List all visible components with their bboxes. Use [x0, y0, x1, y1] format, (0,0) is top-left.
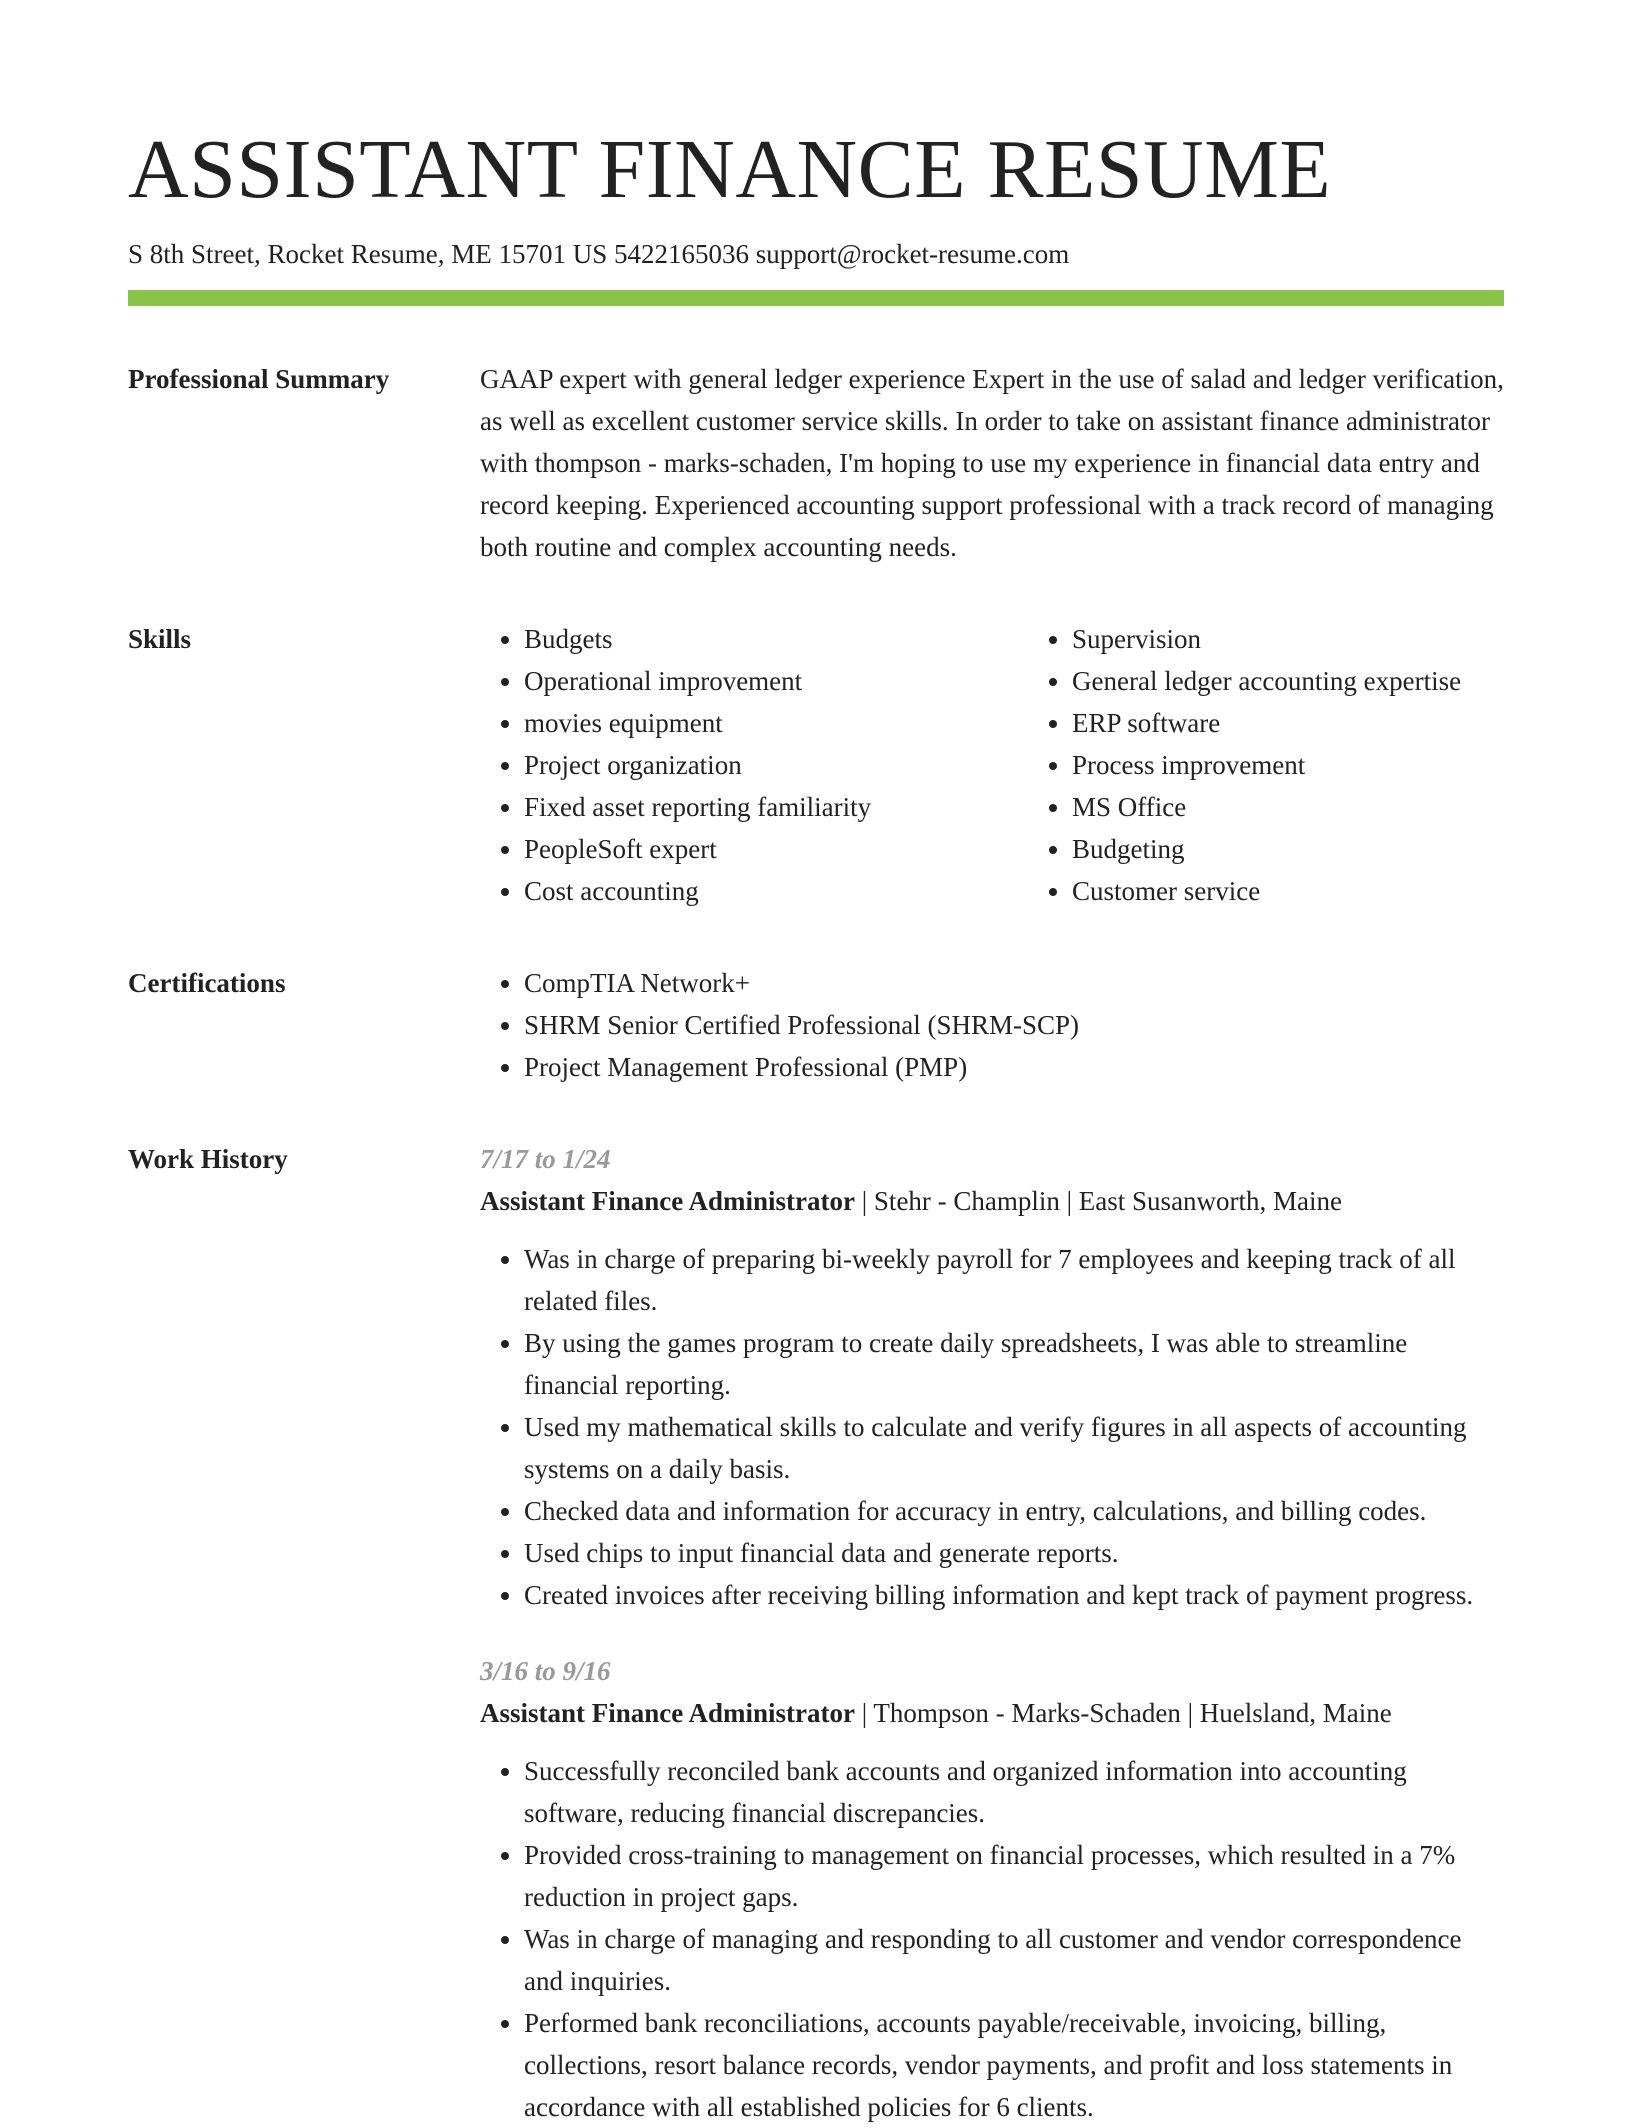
- skill-item: • ERP software: [1072, 702, 1532, 744]
- job-heading: [480, 1180, 1504, 1222]
- job-company-location: | Stehr - Champlin | East Susanworth, Maine: [855, 1186, 1343, 1216]
- job-bullet: • Provided cross-training to management on financial processes, which resulted in a 7% reduction in project gaps.: [524, 1834, 1504, 1918]
- contact-info: S 8th Street, Rocket Resume, ME 15701 US 5422165036 support@rocket-resume.com: [128, 239, 1070, 269]
- certification-item: • Project Management Professional (PMP): [524, 1046, 1504, 1088]
- skill-item: • Operational improvement: [524, 660, 1028, 702]
- skills-list-right: [1028, 618, 1532, 912]
- job-bullet: • Created invoices after receiving billing information and kept track of payment progress.: [524, 1574, 1504, 1616]
- skill-item: • Project organization: [524, 744, 1028, 786]
- section-label-skills: Skills: [128, 624, 192, 654]
- job-entry: [480, 1138, 1504, 1616]
- job-heading: [480, 1692, 1504, 1734]
- job-bullet: • Performed bank reconciliations, accounts payable/receivable, invoicing, billing, collections, resort balance records, vendor payments, and profit and loss statements in accordance with all established policies for 6 clients.: [524, 2002, 1504, 2128]
- job-bullet: • Successfully reconciled bank accounts and organized information into accounting software, reducing financial discrepancies.: [524, 1750, 1504, 1834]
- skills-section: [128, 618, 1504, 912]
- job-bullets: [480, 1750, 1504, 2128]
- job-dates: 3/16 to 9/16: [480, 1656, 611, 1686]
- skill-item: • Supervision: [1072, 618, 1532, 660]
- accent-divider: [128, 290, 1504, 306]
- job-bullets: [480, 1238, 1504, 1616]
- job-title: Assistant Finance Administrator: [480, 1186, 856, 1216]
- certification-item: • CompTIA Network+: [524, 962, 1504, 1004]
- skill-item: • Process improvement: [1072, 744, 1532, 786]
- certifications-section: [128, 962, 1504, 1088]
- section-label-work-history: Work History: [128, 1144, 288, 1174]
- skills-content: [480, 618, 1532, 912]
- skill-item: • movies equipment: [524, 702, 1028, 744]
- skill-item: • Budgeting: [1072, 828, 1532, 870]
- skill-item: • Customer service: [1072, 870, 1532, 912]
- job-dates: 7/17 to 1/24: [480, 1144, 611, 1174]
- work-history-section: [128, 1138, 1504, 2128]
- job-bullet: • Checked data and information for accuracy in entry, calculations, and billing codes.: [524, 1490, 1504, 1532]
- skill-item: • Cost accounting: [524, 870, 1028, 912]
- job-bullet: • Was in charge of preparing bi-weekly payroll for 7 employees and keeping track of all related files.: [524, 1238, 1504, 1322]
- skill-item: • General ledger accounting expertise: [1072, 660, 1532, 702]
- skill-item: • MS Office: [1072, 786, 1532, 828]
- section-label-certifications: Certifications: [128, 968, 286, 998]
- skills-list-left: [480, 618, 1028, 912]
- job-company-location: | Thompson - Marks-Schaden | Huelsland, Maine: [855, 1698, 1392, 1728]
- job-bullet: • Was in charge of managing and responding to all customer and vendor correspondence and inquiries.: [524, 1918, 1504, 2002]
- certifications-list: [480, 962, 1504, 1088]
- professional-summary-section: [128, 358, 1504, 568]
- job-bullet: • Used chips to input financial data and generate reports.: [524, 1532, 1504, 1574]
- summary-text: GAAP expert with general ledger experience Expert in the use of salad and ledger verification, as well as excellent customer service skills. In order to take on assistant finance administrator with thompson - marks-schaden, I'm hoping to use my experience in financial data entry and record keeping. Experienced accounting support professional with a track record of managing both routine and complex accounting needs.: [480, 364, 1504, 562]
- job-title: Assistant Finance Administrator: [480, 1698, 856, 1728]
- resume-page: [128, 0, 1504, 2128]
- certification-item: • SHRM Senior Certified Professional (SHRM-SCP): [524, 1004, 1504, 1046]
- skill-item: • PeopleSoft expert: [524, 828, 1028, 870]
- work-history-content: [480, 1138, 1504, 2128]
- summary-content: [480, 358, 1504, 568]
- job-bullet: • By using the games program to create daily spreadsheets, I was able to streamline financial reporting.: [524, 1322, 1504, 1406]
- skill-item: • Budgets: [524, 618, 1028, 660]
- job-entry: [480, 1650, 1504, 2128]
- skill-item: • Fixed asset reporting familiarity: [524, 786, 1028, 828]
- job-bullet: • Used my mathematical skills to calculate and verify figures in all aspects of accounting systems on a daily basis.: [524, 1406, 1504, 1490]
- section-label-summary: Professional Summary: [128, 364, 390, 394]
- resume-title: ASSISTANT FINANCE RESUME: [128, 123, 1332, 216]
- certifications-content: [480, 962, 1504, 1088]
